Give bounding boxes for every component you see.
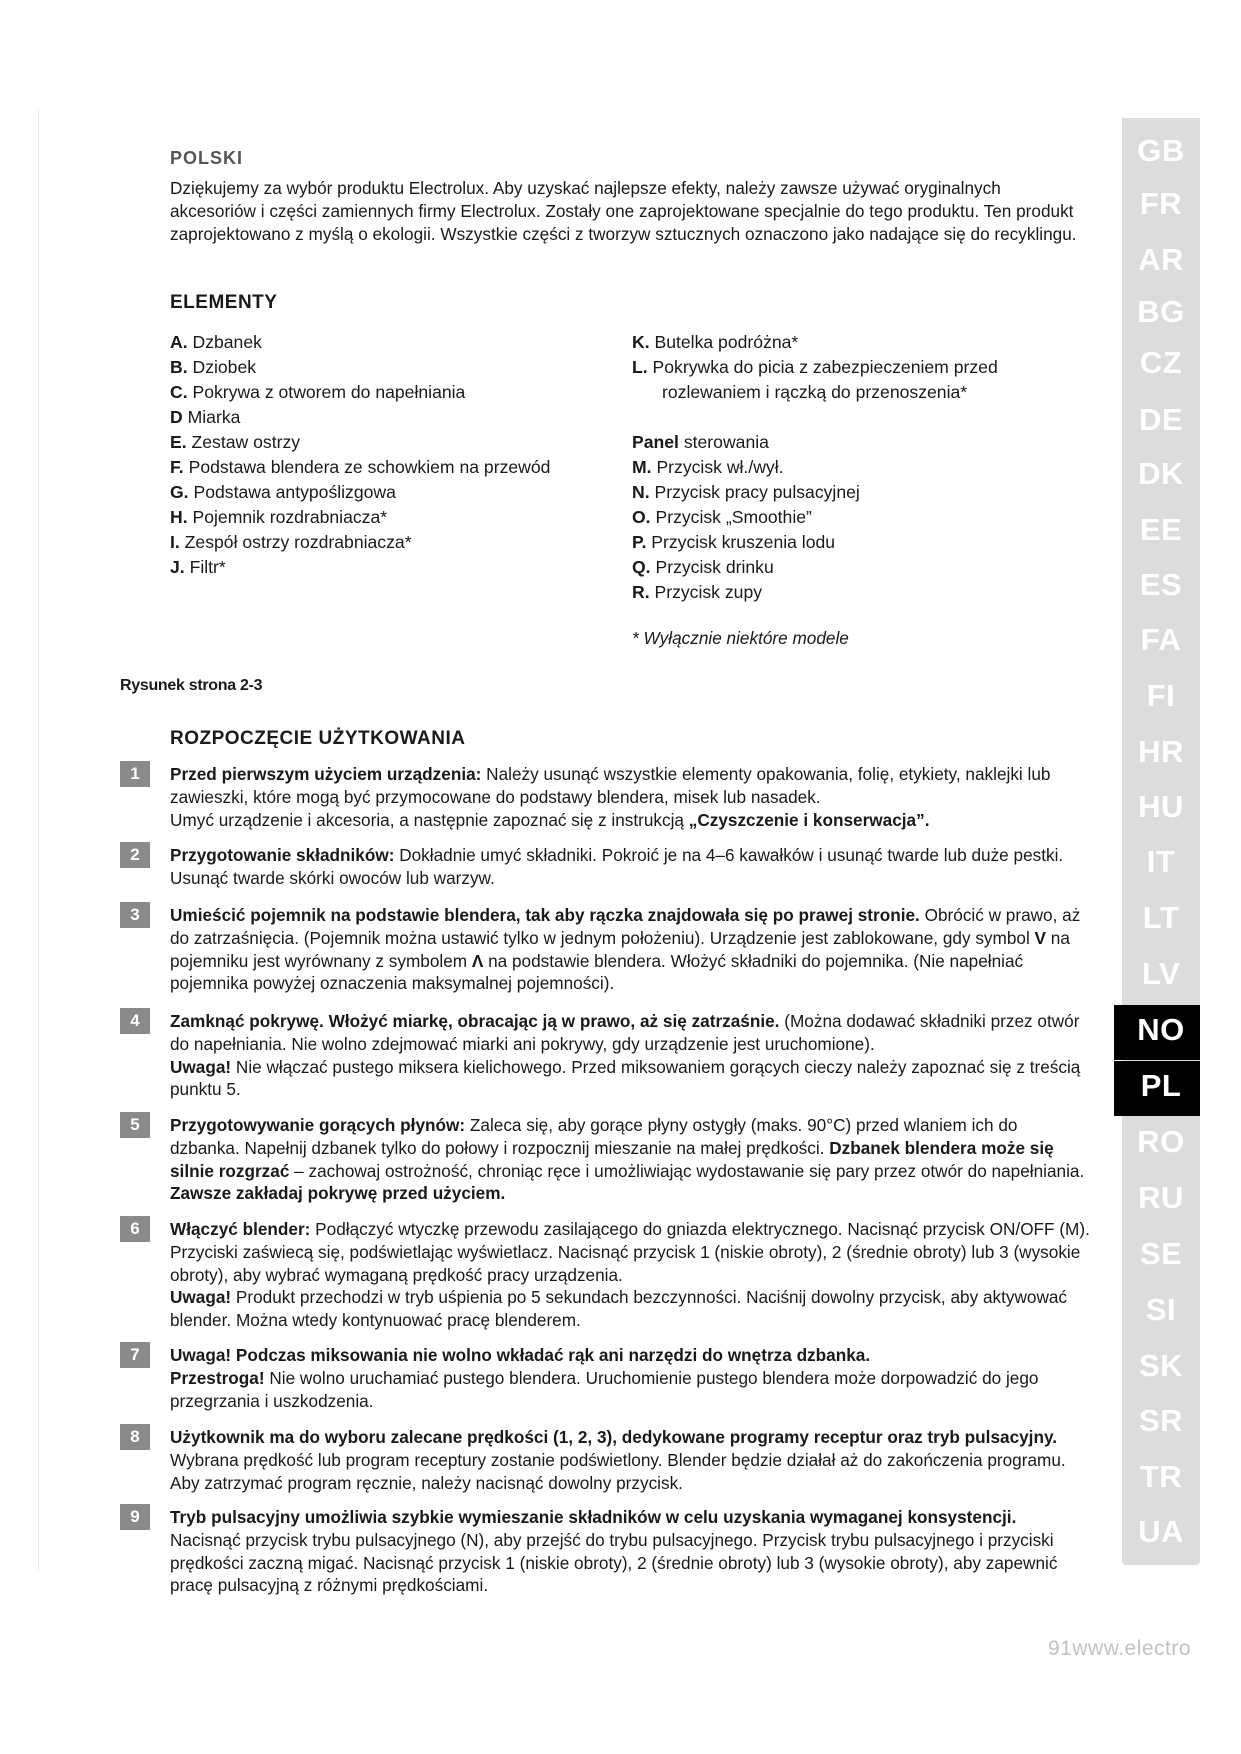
step-number-badge: 7	[120, 1342, 150, 1368]
language-tab-lv[interactable]: LV	[1141, 956, 1181, 991]
list-item: J. Filtr*	[170, 557, 226, 577]
language-tab-tr[interactable]: TR	[1139, 1459, 1183, 1494]
step-number-badge: 9	[120, 1504, 150, 1530]
list-item: H. Pojemnik rozdrabniacza*	[170, 507, 388, 527]
language-tab-sr[interactable]: SR	[1138, 1403, 1184, 1438]
language-tab-hu[interactable]: HU	[1138, 789, 1184, 824]
list-item: M. Przycisk wł./wył.	[632, 457, 784, 477]
intro-paragraph: Dziękujemy za wybór produktu Electrolux. Aby uzyskać najlepsze efekty, należy zawsze używać oryginalnych akcesoriów i części zamiennych firmy Electrolux. Zostały one zaprojektowane specjalnie do tego produktu. Ten produkt zaprojektowano z myślą o ekologii. Wszystkie części z tworzyw sztucznych oznaczono jako nadające się do recyklingu.	[170, 178, 1077, 244]
elements-heading: ELEMENTY	[170, 292, 278, 313]
list-item: O. Przycisk „Smoothie”	[632, 507, 812, 527]
footnote: * Wyłącznie niektóre modele	[632, 628, 849, 648]
list-item: C. Pokrywa z otworem do napełniania	[170, 382, 466, 402]
step-number-badge: 8	[120, 1424, 150, 1450]
panel-heading: Panel sterowania	[632, 432, 769, 452]
figure-reference: Rysunek strona 2-3	[120, 677, 263, 694]
language-tab-se[interactable]: SE	[1139, 1236, 1183, 1271]
language-tab-no[interactable]: NO	[1137, 1012, 1185, 1047]
language-tab-dk[interactable]: DK	[1138, 456, 1184, 491]
language-tab-ar[interactable]: AR	[1138, 242, 1184, 277]
step-1: Przed pierwszym użyciem urządzenia: Należy usunąć wszystkie elementy opakowania, folię, etykiety, naklejki lub zawieszki, które mogą być przymocowane do podstawy blendera, misek lub nasadek. Umyć urządzenie i akcesoria, a następnie zapoznać się z instrukcją „Czyszczenie i konserwacja”.	[170, 764, 1051, 830]
language-tab-hr[interactable]: HR	[1138, 734, 1184, 769]
elements-list-left	[170, 330, 610, 580]
list-item: E. Zestaw ostrzy	[170, 432, 301, 452]
step-8: Użytkownik ma do wyboru zalecane prędkości (1, 2, 3), dedykowane programy receptur oraz tryb pulsacyjny. Wybrana prędkość lub program receptury zostanie podświetlony. Blender będzie działał aż do zakończenia programu. Aby zatrzymać program ręcznie, należy nacisnąć dowolny przycisk.	[170, 1427, 1066, 1493]
list-item: N. Przycisk pracy pulsacyjnej	[632, 482, 860, 502]
language-tab-fa[interactable]: FA	[1140, 622, 1182, 657]
step-number-badge: 1	[120, 761, 150, 787]
list-item: R. Przycisk zupy	[632, 582, 763, 602]
language-tab-ro[interactable]: RO	[1137, 1124, 1185, 1159]
list-item: G. Podstawa antypoślizgowa	[170, 482, 396, 502]
language-tab-ru[interactable]: RU	[1138, 1180, 1184, 1215]
language-tab-it[interactable]: IT	[1146, 844, 1176, 879]
list-item: A. Dzbanek	[170, 332, 262, 352]
language-tab-fi[interactable]: FI	[1146, 678, 1176, 713]
list-item: D Miarka	[170, 407, 241, 427]
list-item: Q. Przycisk drinku	[632, 557, 774, 577]
getting-started-heading: ROZPOCZĘCIE UŻYTKOWANIA	[170, 728, 466, 749]
list-item: I. Zespół ostrzy rozdrabniacza*	[170, 532, 412, 552]
lock-symbol-down-icon: V	[1034, 927, 1047, 948]
list-item-continuation: rozlewaniem i rączką do przenoszenia*	[662, 382, 968, 402]
list-item: K. Butelka podróżna*	[632, 332, 799, 352]
language-tab-fr[interactable]: FR	[1139, 186, 1183, 221]
lock-symbol-up-icon: Λ	[471, 950, 484, 971]
language-tab-ua[interactable]: UA	[1138, 1514, 1184, 1549]
list-item: B. Dziobek	[170, 357, 257, 377]
language-tab-bg[interactable]: BG	[1137, 294, 1185, 329]
language-tab-cz[interactable]: CZ	[1139, 345, 1183, 380]
step-3: Umieścić pojemnik na podstawie blendera, tak aby rączka znajdowała się po prawej stronie. Obrócić w prawo, aż do zatrzaśnięcia. (Pojemnik można ustawić tylko w jednym położeniu). Urządzenie jest zablokowane, gdy symbol V na pojemniku jest wyrównany z symbolem Λ na podstawie blendera. Włożyć składniki do pojemnika. (Nie napełniać pojemnika powyżej oznaczenia maksymalnej pojemności).	[170, 905, 1081, 994]
step-4: Zamknąć pokrywę. Włożyć miarkę, obracając ją w prawo, aż się zatrzaśnie. (Można dodawać składniki przez otwór do napełniania. Nie wolno zdejmować miarki ani pokrywy, gdy urządzenie jest uruchomione). Uwaga! Nie włączać pustego miksera kielichowego. Przed miksowaniem gorących cieczy należy zapoznać się z treścią punktu 5.	[170, 1011, 1081, 1100]
page-footer-url: 91www.electro	[1048, 1637, 1192, 1660]
step-number-badge: 5	[120, 1112, 150, 1138]
list-item: P. Przycisk kruszenia lodu	[632, 532, 836, 552]
list-item: F. Podstawa blendera ze schowkiem na przewód	[170, 457, 551, 477]
intro-section	[170, 148, 1090, 246]
step-5: Przygotowywanie gorących płynów: Zaleca się, aby gorące płyny ostygły (maks. 90°C) przed wlaniem ich do dzbanka. Napełnij dzbanek tylko do połowy i rozpocznij mieszanie na małej prędkości. Dzbanek blendera może się silnie rozgrzać – zachowaj ostrożność, chroniąc ręce i umożliwiając wydostawanie się pary przez otwór do napełniania. Zawsze zakładaj pokrywę przed użyciem.	[170, 1115, 1085, 1204]
step-number-badge: 2	[120, 842, 150, 868]
language-tab-gb[interactable]: GB	[1137, 133, 1185, 168]
language-heading: POLSKI	[170, 148, 244, 168]
step-number-badge: 6	[120, 1216, 150, 1242]
step-6: Włączyć blender: Podłączyć wtyczkę przewodu zasilającego do gniazda elektrycznego. Nacisnąć przycisk ON/OFF (M). Przyciski zaświecą się, podświetlając wyświetlacz. Nacisnąć przycisk 1 (niskie obroty), 2 (średnie obroty) lub 3 (wysokie obroty), aby wybrać wymaganą prędkość pracy urządzenia. Uwaga! Produkt przechodzi w tryb uśpienia po 5 sekundach bezczynności. Naciśnij dowolny przycisk, aby aktywować blender. Można wtedy kontynuować pracę blenderem.	[170, 1219, 1090, 1331]
language-tab-lt[interactable]: LT	[1142, 900, 1180, 935]
step-number-badge: 4	[120, 1008, 150, 1034]
list-item: L. Pokrywka do picia z zabezpieczeniem przed	[632, 357, 998, 377]
language-tab-ee[interactable]: EE	[1139, 512, 1183, 547]
step-2: Przygotowanie składników: Dokładnie umyć składniki. Pokroić je na 4–6 kawałków i usunąć twarde lub duże pestki. Usunąć twarde skórki owoców lub warzyw.	[170, 845, 1064, 888]
language-tab-si[interactable]: SI	[1145, 1292, 1177, 1327]
elements-list-right	[632, 330, 1072, 605]
language-tab-sk[interactable]: SK	[1138, 1348, 1184, 1383]
page-edge-line	[38, 110, 39, 1570]
language-tab-de[interactable]: DE	[1138, 402, 1184, 437]
step-number-badge: 3	[120, 902, 150, 928]
step-7: Uwaga! Podczas miksowania nie wolno wkładać rąk ani narzędzi do wnętrza dzbanka. Przestroga! Nie wolno uruchamiać pustego blendera. Uruchomienie pustego blendera może dorpowadzić do jego przegrzania i uszkodzenia.	[170, 1345, 1039, 1411]
step-9: Tryb pulsacyjny umożliwia szybkie wymieszanie składników w celu uzyskania wymaganej konsystencji. Nacisnąć przycisk trybu pulsacyjnego (N), aby przejść do trybu pulsacyjnego. Przycisk trybu pulsacyjnego i przyciski prędkości zaczną migać. Nacisnąć przycisk 1 (niskie obroty), 2 (średnie obroty) lub 3 (wysokie obroty), aby zapewnić pracę pulsacyjną z różnymi prędkościami.	[170, 1507, 1058, 1596]
language-tab-es[interactable]: ES	[1139, 567, 1183, 602]
language-tab-pl[interactable]: PL	[1140, 1068, 1182, 1103]
